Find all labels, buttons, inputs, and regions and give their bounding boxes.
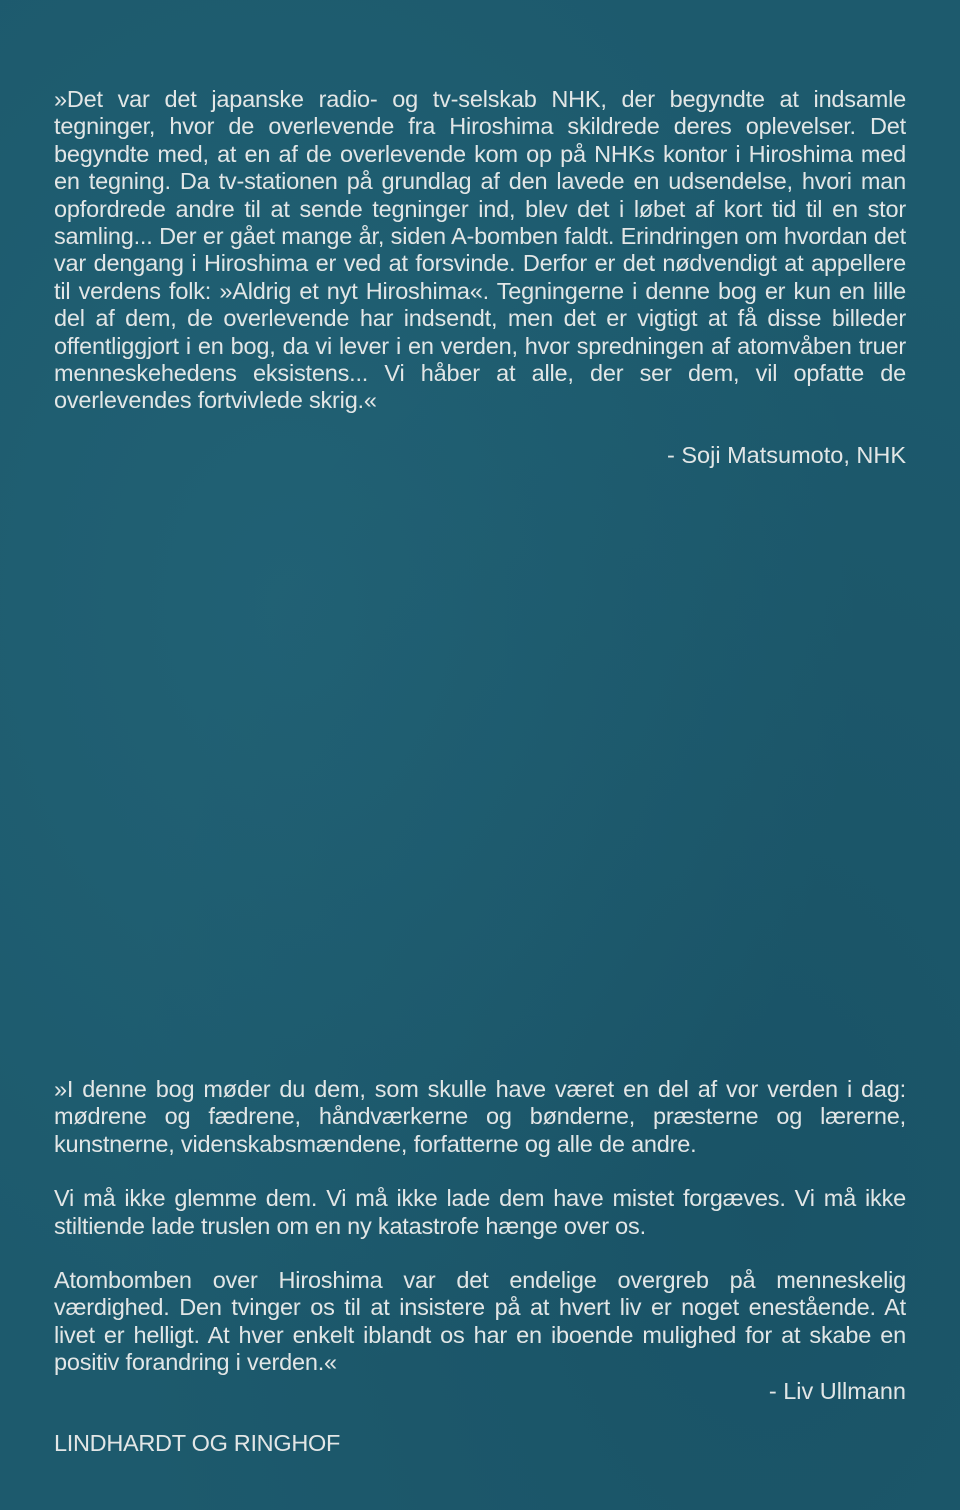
publisher-name: LINDHARDT OG RINGHOF [54, 1430, 341, 1456]
attribution-liv-ullmann: - Liv Ullmann [768, 1378, 906, 1404]
quote-paragraph: »I denne bog møder du dem, som skulle have været en del af vor verden i dag: mødrene og fædrene, håndværkerne og bønderne, præsterne og lærerne, kunstnerne, videnskabsmændene, forfatterne og alle de andre. [54, 1076, 906, 1157]
quote-nhk-text: »Det var det japanske radio- og tv-selskab NHK, der begyndte at indsamle tegninger, hvor de overlevende fra Hiroshima skildrede deres oplevelser. Det begyndte med, at en af de overlevende kom op på NHKs kontor i Hiroshima med en tegning. Da tv-stationen på grundlag af den lavede en udsendelse, hvori man opfordrede andre til at sende tegninger ind, blev det i løbet af kort tid til en stor samling... Der er gået mange år, siden A-bomben faldt. Erindringen om hvordan det var dengang i Hiroshima er ved at forsvinde. Derfor er det nødvendigt at appellere til verdens folk: »Aldrig et nyt Hiroshima«. Tegningerne i denne bog er kun en lille del af dem, de overlevende har indsendt, men det er vigtigt at få disse billeder offentliggjort i en bog, da vi lever i en verden, hvor spredningen af atomvåben truer menneskehedens eksistens... Vi håber at alle, der ser dem, vil opfatte de overlevendes fortvivlede skrig.« [54, 86, 906, 414]
quote-paragraph: Vi må ikke glemme dem. Vi må ikke lade dem have mistet forgæves. Vi må ikke stiltiende lade truslen om en ny katastrofe hænge over os. [54, 1185, 906, 1239]
quote-nhk [54, 86, 906, 415]
quote-liv-ullmann [54, 1076, 906, 1377]
quote-paragraph: Atombomben over Hiroshima var det endelige overgreb på menneskelig værdighed. Den tvinger os til at insistere på at hvert liv er noget enestående. At livet er helligt. At hver enkelt iblandt os har en iboende mulighed for at skabe en positiv forandring i verden.« [54, 1267, 906, 1376]
attribution-soji-matsumoto: - Soji Matsumoto, NHK [667, 442, 906, 468]
